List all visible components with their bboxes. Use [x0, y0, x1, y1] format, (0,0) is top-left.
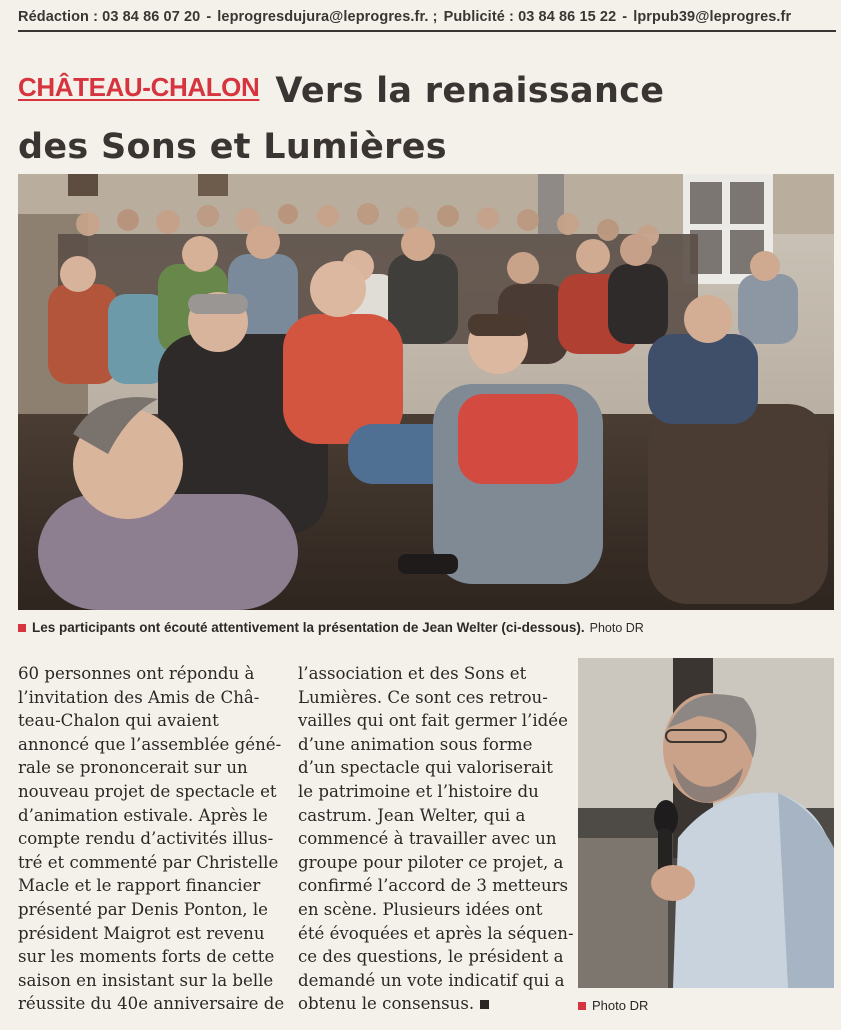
text-line-last-text: obtenu le consensus.: [298, 994, 475, 1014]
text-line: l’association et des Sons et: [298, 664, 527, 683]
article-column-1: [18, 662, 285, 1016]
photo-caption-text: Les participants ont écouté attentivement la présentation de Jean Welter (ci-dessous).: [32, 620, 585, 635]
text-line: été évoquées et après la séquen-: [298, 923, 574, 943]
contact-redaction: Rédaction : 03 84 86 07 20: [18, 9, 201, 25]
text-line: annoncé que l’assemblée géné-: [18, 734, 282, 754]
caption-bullet: [578, 1002, 586, 1010]
photo-caption: [18, 620, 834, 635]
text-line: l’invitation des Amis de Châ-: [18, 687, 260, 707]
end-of-article-mark: [480, 1000, 489, 1009]
contact-pub-email: lprpub39@leprogres.fr: [633, 9, 792, 25]
text-line: tré et commenté par Christelle: [18, 852, 279, 872]
text-line: 60 personnes ont répondu à: [18, 664, 255, 683]
side-photo-caption: [578, 998, 648, 1013]
text-line: commencé à travailler avec un: [298, 829, 557, 849]
photo-credit: Photo DR: [589, 620, 644, 635]
masthead-contact-bar: [18, 4, 836, 32]
headline-line-2: des Sons et Lumières: [18, 127, 447, 167]
text-line: vailles qui ont fait germer l’idée: [298, 711, 568, 731]
contact-separator: -: [206, 9, 212, 25]
text-line-last: [298, 992, 566, 1016]
text-line: président Maigrot est revenu: [18, 923, 265, 943]
audience-photo: [18, 174, 834, 610]
text-line: présenté par Denis Ponton, le: [18, 899, 268, 919]
text-line: d’un spectacle qui valoriserait: [298, 758, 553, 778]
text-line: nouveau projet de spectacle et: [18, 781, 277, 801]
text-line: confirmé l’accord de 3 metteurs: [298, 876, 569, 896]
text-line: Lumières. Ce sont ces retrou-: [298, 687, 548, 707]
article-headline: [18, 62, 838, 172]
text-line: Macle et le rapport financier: [18, 876, 261, 896]
text-line: d’animation estivale. Après le: [18, 805, 268, 825]
text-line: castrum. Jean Welter, qui a: [298, 805, 526, 825]
text-line: en scène. Plusieurs idées ont: [298, 899, 543, 919]
text-line: d’une animation sous forme: [298, 734, 533, 754]
text-line: ce des questions, le président a: [298, 947, 564, 967]
speaker-photo: [578, 658, 834, 988]
caption-bullet: [18, 624, 26, 632]
headline-line-1: Vers la renaissance: [275, 71, 665, 111]
contact-publicite: Publicité : 03 84 86 15 22: [443, 9, 617, 25]
side-photo-credit: Photo DR: [592, 998, 649, 1013]
text-line: le patrimoine et l’histoire du: [298, 781, 539, 801]
text-line: sur les moments forts de cette: [18, 947, 275, 967]
contact-email: leprogresdujura@leprogres.fr. ;: [217, 9, 438, 25]
contact-separator: -: [622, 9, 628, 25]
text-line: demandé un vote indicatif qui a: [298, 970, 565, 990]
article-column-2: [298, 662, 574, 1016]
text-line: groupe pour piloter ce projet, a: [298, 852, 564, 872]
text-line: rale se prononcerait sur un: [18, 758, 248, 778]
text-line: teau-Chalon qui avaient: [18, 711, 219, 731]
text-line: réussite du 40e anniversaire de: [18, 994, 285, 1014]
article-kicker: CHÂTEAU-CHALON: [18, 72, 260, 102]
text-line: saison en insistant sur la belle: [18, 970, 274, 990]
text-line: compte rendu d’activités illus-: [18, 829, 274, 849]
